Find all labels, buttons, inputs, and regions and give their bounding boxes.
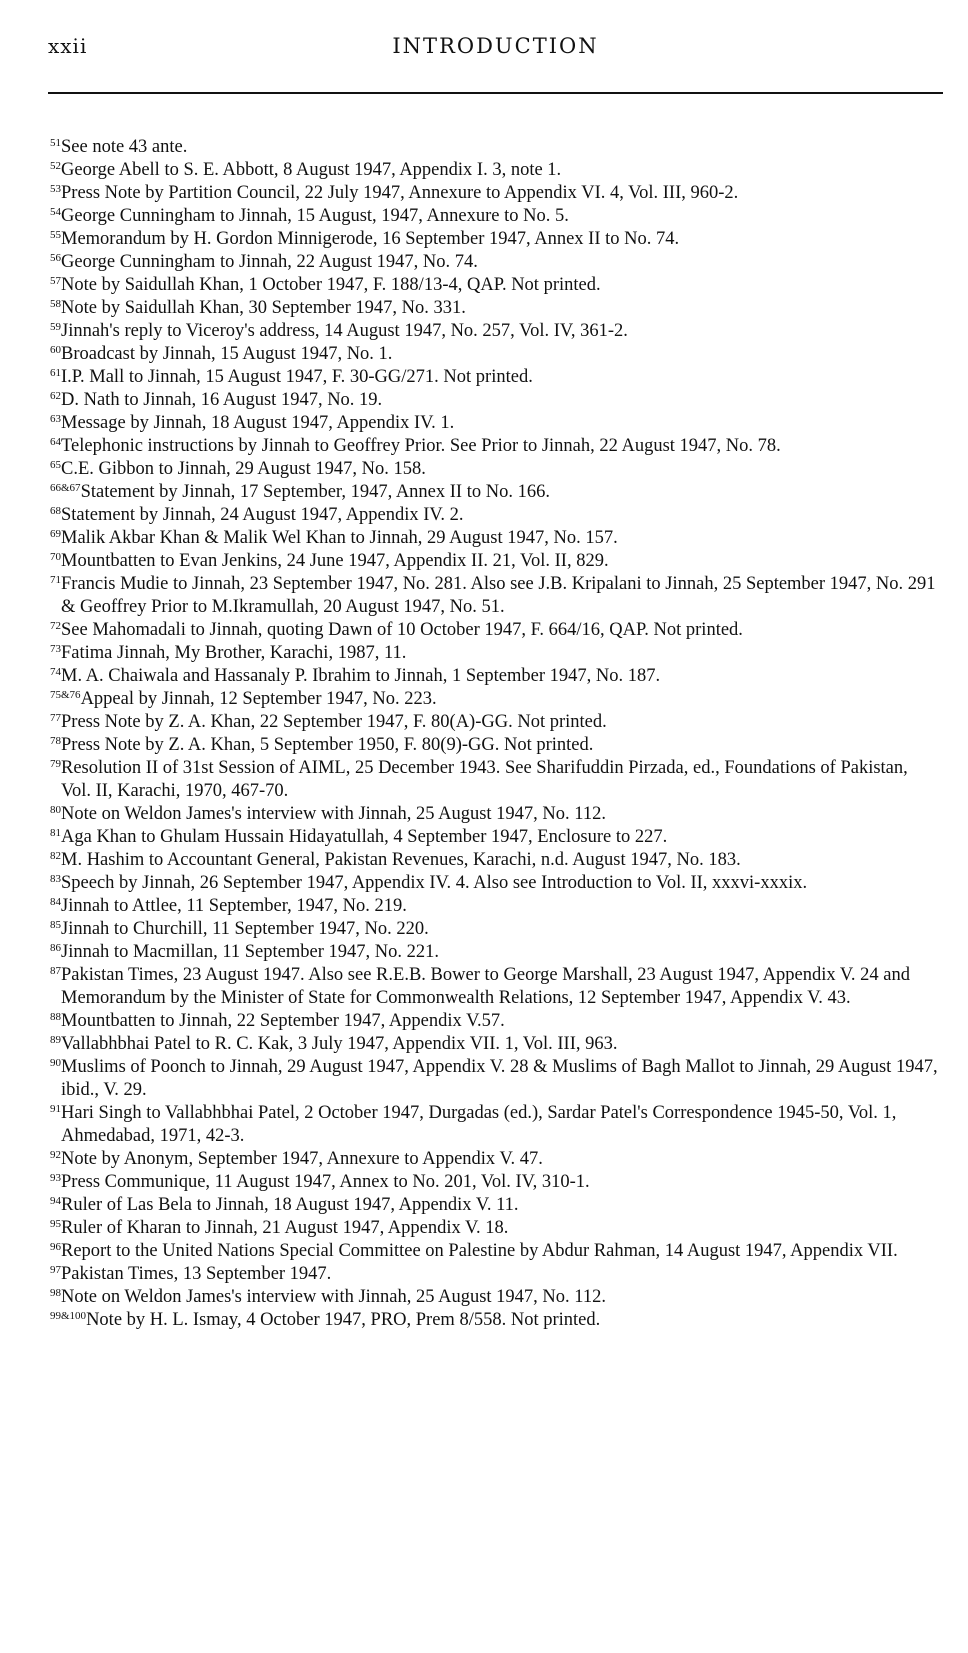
- page-header: [48, 34, 943, 64]
- endnote-text: I.P. Mall to Jinnah, 15 August 1947, F. 30-GG/271. Not printed.: [61, 367, 533, 387]
- endnote: [50, 665, 940, 688]
- endnote-text: Appeal by Jinnah, 12 September 1947, No. 223.: [80, 689, 437, 709]
- endnote-number: 60: [50, 344, 61, 356]
- endnote-number: 92: [50, 1149, 61, 1161]
- endnote-text: Ruler of Kharan to Jinnah, 21 August 1947, Appendix V. 18.: [61, 1218, 509, 1238]
- endnote-number: 90: [50, 1057, 61, 1069]
- endnote-number: 59: [50, 321, 61, 333]
- endnote: [50, 964, 940, 1010]
- endnote-number: 72: [50, 620, 61, 632]
- endnote-text: Vallabhbhai Patel to R. C. Kak, 3 July 1947, Appendix VII. 1, Vol. III, 963.: [61, 1034, 618, 1054]
- endnote-number: 99&100: [50, 1310, 87, 1322]
- endnote-number: 84: [50, 896, 61, 908]
- endnote: [50, 941, 940, 964]
- endnote-text: Aga Khan to Ghulam Hussain Hidayatullah, 4 September 1947, Enclosure to 227.: [61, 827, 668, 847]
- endnote-number: 74: [50, 666, 61, 678]
- endnote-number: 64: [50, 436, 61, 448]
- endnote-text: Memorandum by H. Gordon Minnigerode, 16 September 1947, Annex II to No. 74.: [61, 229, 680, 249]
- endnote-text: Press Note by Z. A. Khan, 22 September 1947, F. 80(A)-GG. Not printed.: [61, 712, 607, 732]
- endnote: [50, 1171, 940, 1194]
- endnote: [50, 1148, 940, 1171]
- running-title: INTRODUCTION: [392, 34, 599, 58]
- endnote-number: 89: [50, 1034, 61, 1046]
- endnote-number: 69: [50, 528, 61, 540]
- endnote: [50, 297, 940, 320]
- endnote-text: Note by Anonym, September 1947, Annexure to Appendix V. 47.: [61, 1149, 543, 1169]
- endnote-text: Note on Weldon James's interview with Jinnah, 25 August 1947, No. 112.: [61, 1287, 606, 1307]
- endnote-text: Ruler of Las Bela to Jinnah, 18 August 1947, Appendix V. 11.: [61, 1195, 519, 1215]
- endnote: [50, 458, 940, 481]
- endnote-number: 80: [50, 804, 61, 816]
- endnote-text: Speech by Jinnah, 26 September 1947, Appendix IV. 4. Also see Introduction to Vol. II, xxxvi-xxxix.: [61, 873, 808, 893]
- endnote-number: 77: [50, 712, 61, 724]
- endnote-number: 79: [50, 758, 61, 770]
- endnote-text: Note by H. L. Ismay, 4 October 1947, PRO, Prem 8/558. Not printed.: [86, 1310, 601, 1330]
- endnote-number: 96: [50, 1241, 61, 1253]
- endnote: [50, 481, 940, 504]
- endnote: [50, 895, 940, 918]
- endnote-number: 53: [50, 183, 61, 195]
- endnote: [50, 1217, 940, 1240]
- endnote: [50, 872, 940, 895]
- endnote: [50, 642, 940, 665]
- endnote-number: 55: [50, 229, 61, 241]
- endnote: [50, 757, 940, 803]
- endnote-number: 63: [50, 413, 61, 425]
- endnote-text: Press Communique, 11 August 1947, Annex to No. 201, Vol. IV, 310-1.: [61, 1172, 590, 1192]
- endnote-text: Message by Jinnah, 18 August 1947, Appendix IV. 1.: [61, 413, 455, 433]
- page-number: xxii: [48, 34, 88, 58]
- endnote-number: 95: [50, 1218, 61, 1230]
- endnote: [50, 527, 940, 550]
- endnote-text: Mountbatten to Evan Jenkins, 24 June 1947, Appendix II. 21, Vol. II, 829.: [61, 551, 609, 571]
- endnote-number: 66&67: [50, 482, 81, 494]
- endnote-number: 81: [50, 827, 61, 839]
- endnote-number: 83: [50, 873, 61, 885]
- endnote: [50, 343, 940, 366]
- endnote: [50, 1033, 940, 1056]
- endnote-number: 62: [50, 390, 61, 402]
- endnote: [50, 251, 940, 274]
- endnote-text: Malik Akbar Khan & Malik Wel Khan to Jinnah, 29 August 1947, No. 157.: [61, 528, 618, 548]
- endnote: [50, 182, 940, 205]
- endnote-text: See note 43 ante.: [61, 137, 188, 157]
- endnote-text: Press Note by Z. A. Khan, 5 September 1950, F. 80(9)-GG. Not printed.: [61, 735, 594, 755]
- endnote-text: Francis Mudie to Jinnah, 23 September 1947, No. 281. Also see J.B. Kripalani to Jinnah, 25 September 1947, No. 291 & Geoffrey Prior to M.Ikramullah, 20 August 1947, No. 51.: [61, 574, 936, 617]
- endnote: [50, 159, 940, 182]
- endnote: [50, 849, 940, 872]
- endnote: [50, 918, 940, 941]
- endnote-text: Note by Saidullah Khan, 1 October 1947, F. 188/13-4, QAP. Not printed.: [61, 275, 601, 295]
- endnote-text: George Abell to S. E. Abbott, 8 August 1947, Appendix I. 3, note 1.: [61, 160, 562, 180]
- endnote-text: Jinnah's reply to Viceroy's address, 14 August 1947, No. 257, Vol. IV, 361-2.: [61, 321, 628, 341]
- endnote-text: Jinnah to Attlee, 11 September, 1947, No. 219.: [61, 896, 407, 916]
- endnote-text: Telephonic instructions by Jinnah to Geoffrey Prior. See Prior to Jinnah, 22 August 1947, No. 78.: [61, 436, 781, 456]
- endnote: [50, 573, 940, 619]
- endnote: [50, 826, 940, 849]
- endnote-number: 52: [50, 160, 61, 172]
- endnote-number: 56: [50, 252, 61, 264]
- endnote-text: See Mahomadali to Jinnah, quoting Dawn of 10 October 1947, F. 664/16, QAP. Not printed.: [61, 620, 743, 640]
- endnote-text: Hari Singh to Vallabhbhai Patel, 2 October 1947, Durgadas (ed.), Sardar Patel's Correspondence 1945-50, Vol. 1, Ahmedabad, 1971, 42-3.: [61, 1103, 897, 1146]
- endnote-number: 61: [50, 367, 61, 379]
- endnote-text: Jinnah to Churchill, 11 September 1947, No. 220.: [61, 919, 429, 939]
- endnote: [50, 550, 940, 573]
- endnote-text: Note by Saidullah Khan, 30 September 1947, No. 331.: [61, 298, 466, 318]
- endnote-text: Fatima Jinnah, My Brother, Karachi, 1987, 11.: [61, 643, 407, 663]
- endnote: [50, 619, 940, 642]
- endnote-number: 88: [50, 1011, 61, 1023]
- endnote: [50, 274, 940, 297]
- endnote: [50, 711, 940, 734]
- endnote-number: 68: [50, 505, 61, 517]
- endnote-number: 70: [50, 551, 61, 563]
- header-rule: [48, 92, 943, 94]
- endnote-number: 82: [50, 850, 61, 862]
- endnote: [50, 504, 940, 527]
- endnote: [50, 435, 940, 458]
- endnote: [50, 1194, 940, 1217]
- endnote-number: 51: [50, 137, 61, 149]
- endnote-text: Jinnah to Macmillan, 11 September 1947, No. 221.: [61, 942, 439, 962]
- endnote-number: 75&76: [50, 689, 81, 701]
- endnote-number: 54: [50, 206, 61, 218]
- endnote-number: 73: [50, 643, 61, 655]
- endnote-number: 93: [50, 1172, 61, 1184]
- endnote-number: 98: [50, 1287, 61, 1299]
- endnotes-list: [50, 136, 940, 1332]
- endnote: [50, 1286, 940, 1309]
- endnote-number: 57: [50, 275, 61, 287]
- endnote-text: Mountbatten to Jinnah, 22 September 1947, Appendix V.57.: [61, 1011, 505, 1031]
- endnote: [50, 412, 940, 435]
- endnote-number: 58: [50, 298, 61, 310]
- endnote-text: George Cunningham to Jinnah, 22 August 1947, No. 74.: [61, 252, 478, 272]
- endnote: [50, 1240, 940, 1263]
- endnote-text: Press Note by Partition Council, 22 July 1947, Annexure to Appendix VI. 4, Vol. III, 960-2.: [61, 183, 739, 203]
- endnote: [50, 389, 940, 412]
- endnote-text: C.E. Gibbon to Jinnah, 29 August 1947, No. 158.: [61, 459, 426, 479]
- endnote-text: Statement by Jinnah, 24 August 1947, Appendix IV. 2.: [61, 505, 464, 525]
- endnote-number: 78: [50, 735, 61, 747]
- endnote: [50, 803, 940, 826]
- endnote-number: 65: [50, 459, 61, 471]
- endnote-text: Report to the United Nations Special Committee on Palestine by Abdur Rahman, 14 August 1947, Appendix VII.: [61, 1241, 898, 1261]
- endnote-text: Muslims of Poonch to Jinnah, 29 August 1947, Appendix V. 28 & Muslims of Bagh Mallot to Jinnah, 29 August 1947, ibid., V. 29.: [61, 1057, 938, 1100]
- endnote-number: 85: [50, 919, 61, 931]
- endnote-text: M. A. Chaiwala and Hassanaly P. Ibrahim to Jinnah, 1 September 1947, No. 187.: [61, 666, 661, 686]
- endnote: [50, 1010, 940, 1033]
- endnote-number: 91: [50, 1103, 61, 1115]
- endnote-text: Resolution II of 31st Session of AIML, 25 December 1943. See Sharifuddin Pirzada, ed., Foundations of Pakistan, Vol. II, Karachi, 1970, 467-70.: [61, 758, 908, 801]
- endnote-text: M. Hashim to Accountant General, Pakistan Revenues, Karachi, n.d. August 1947, No. 183.: [61, 850, 741, 870]
- endnote-number: 86: [50, 942, 61, 954]
- endnote-number: 87: [50, 965, 61, 977]
- endnote-text: Note on Weldon James's interview with Jinnah, 25 August 1947, No. 112.: [61, 804, 606, 824]
- endnote: [50, 136, 940, 159]
- endnote: [50, 1309, 940, 1332]
- endnote: [50, 1263, 940, 1286]
- endnote: [50, 1056, 940, 1102]
- endnote: [50, 228, 940, 251]
- endnote-text: Pakistan Times, 23 August 1947. Also see R.E.B. Bower to George Marshall, 23 August 1947, Appendix V. 24 and Memorandum by the Minister of State for Commonwealth Relations, 12 September 1947, Appendix V. 43.: [61, 965, 910, 1008]
- endnote: [50, 734, 940, 757]
- endnote: [50, 366, 940, 389]
- endnote-text: Statement by Jinnah, 17 September, 1947, Annex II to No. 166.: [80, 482, 550, 502]
- endnote-number: 94: [50, 1195, 61, 1207]
- endnote-number: 97: [50, 1264, 61, 1276]
- endnote-text: Broadcast by Jinnah, 15 August 1947, No. 1.: [61, 344, 393, 364]
- endnote: [50, 320, 940, 343]
- endnote-text: Pakistan Times, 13 September 1947.: [61, 1264, 332, 1284]
- endnote-text: D. Nath to Jinnah, 16 August 1947, No. 19.: [61, 390, 383, 410]
- endnote: [50, 205, 940, 228]
- endnote-number: 71: [50, 574, 61, 586]
- endnote-text: George Cunningham to Jinnah, 15 August, 1947, Annexure to No. 5.: [61, 206, 569, 226]
- endnote: [50, 1102, 940, 1148]
- endnote: [50, 688, 940, 711]
